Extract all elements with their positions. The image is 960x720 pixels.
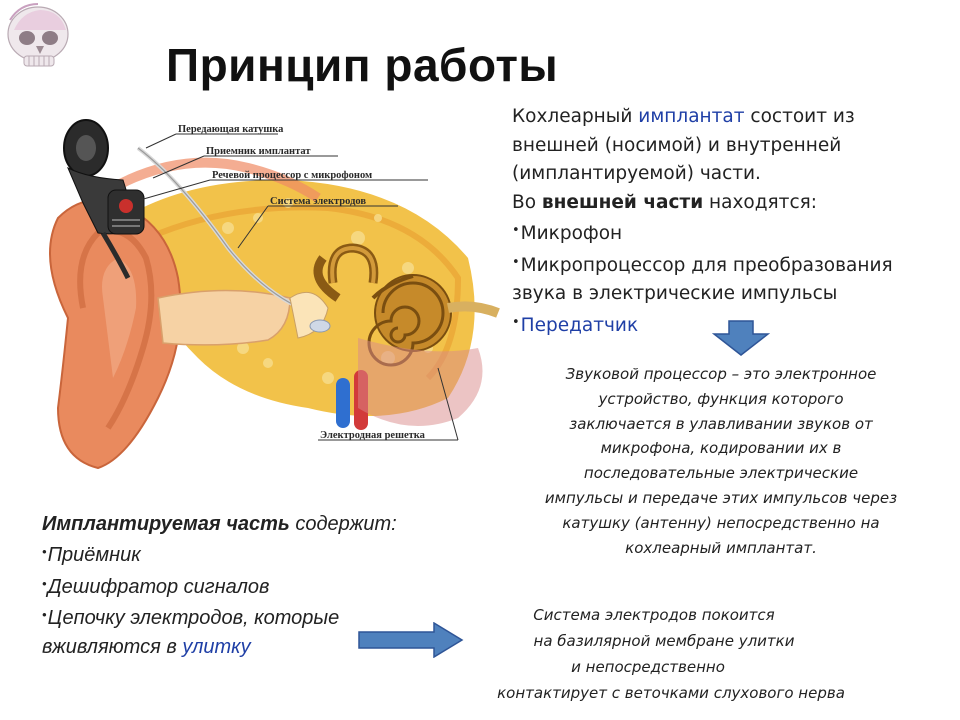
skull-logo-icon [0, 0, 80, 74]
arrow-down-icon [712, 320, 770, 356]
list-item-microphone: •Микрофон [512, 223, 623, 244]
sound-processor-description [507, 362, 935, 560]
sound-line-4: микрофона, кодировании их в [600, 439, 842, 458]
sound-line-5: последовательные электрические [583, 464, 859, 483]
external-part-description [512, 103, 942, 340]
label-speech-processor: Речевой процессор с микрофоном [212, 170, 373, 181]
sound-line-8: кохлеарный имплантат. [625, 538, 817, 557]
cochlea-highlight: улитку [182, 635, 251, 658]
intro-line-1: Кохлеарный имплантат состоит из [512, 106, 855, 127]
list-item-transmitter: •Передатчик [512, 314, 639, 336]
external-part-heading: Во внешней части находятся: [512, 191, 817, 213]
list-item-receiver: •Приёмник [42, 544, 141, 567]
sound-line-2: устройство, функция которого [598, 389, 844, 408]
label-transmitter-coil: Передающая катушка [178, 124, 284, 135]
intro-line-3: (имплантируемой) части. [512, 163, 761, 184]
intro-line-2: внешней (носимой) и внутренней [512, 134, 842, 156]
implantable-heading: Имплантируемая часть содержит: [42, 513, 397, 535]
list-item-electrode-chain-cont: вживляются в улитку [42, 635, 251, 658]
sound-line-7: катушку (антенну) непосредственно на [562, 513, 880, 532]
electrode-line-2: на базилярной мембране улитки [533, 632, 795, 650]
sound-line-6: импульсы и передаче этих импульсов через [544, 488, 898, 507]
sound-line-1: Звуковой процессор – это электронное [565, 365, 877, 383]
implant-highlight: имплантат [638, 106, 745, 127]
label-electrode-array: Электродная решетка [320, 430, 425, 441]
list-item-decoder: •Дешифратор сигналов [42, 575, 270, 598]
slide-title: Принцип работы [166, 39, 559, 91]
electrode-line-3: и непосредственно [571, 658, 725, 676]
label-implant-receiver: Приемник имплантат [206, 146, 311, 157]
ear-cochlear-implant-illustration [28, 108, 503, 480]
sound-line-3: заключается в улавливании звуков от [569, 414, 873, 433]
label-electrode-system: Система электродов [270, 196, 367, 207]
electrode-system-note [456, 602, 886, 706]
list-item-microprocessor-cont: звука в электрические импульсы [512, 283, 838, 304]
list-item-microprocessor: •Микропроцессор для преобразования [512, 254, 893, 276]
electrode-line-4: контактирует с веточками слухового нерва [497, 684, 845, 702]
electrode-line-1: Система электродов покоится [533, 606, 775, 624]
list-item-electrode-chain: •Цепочку электродов, которые [42, 607, 340, 630]
